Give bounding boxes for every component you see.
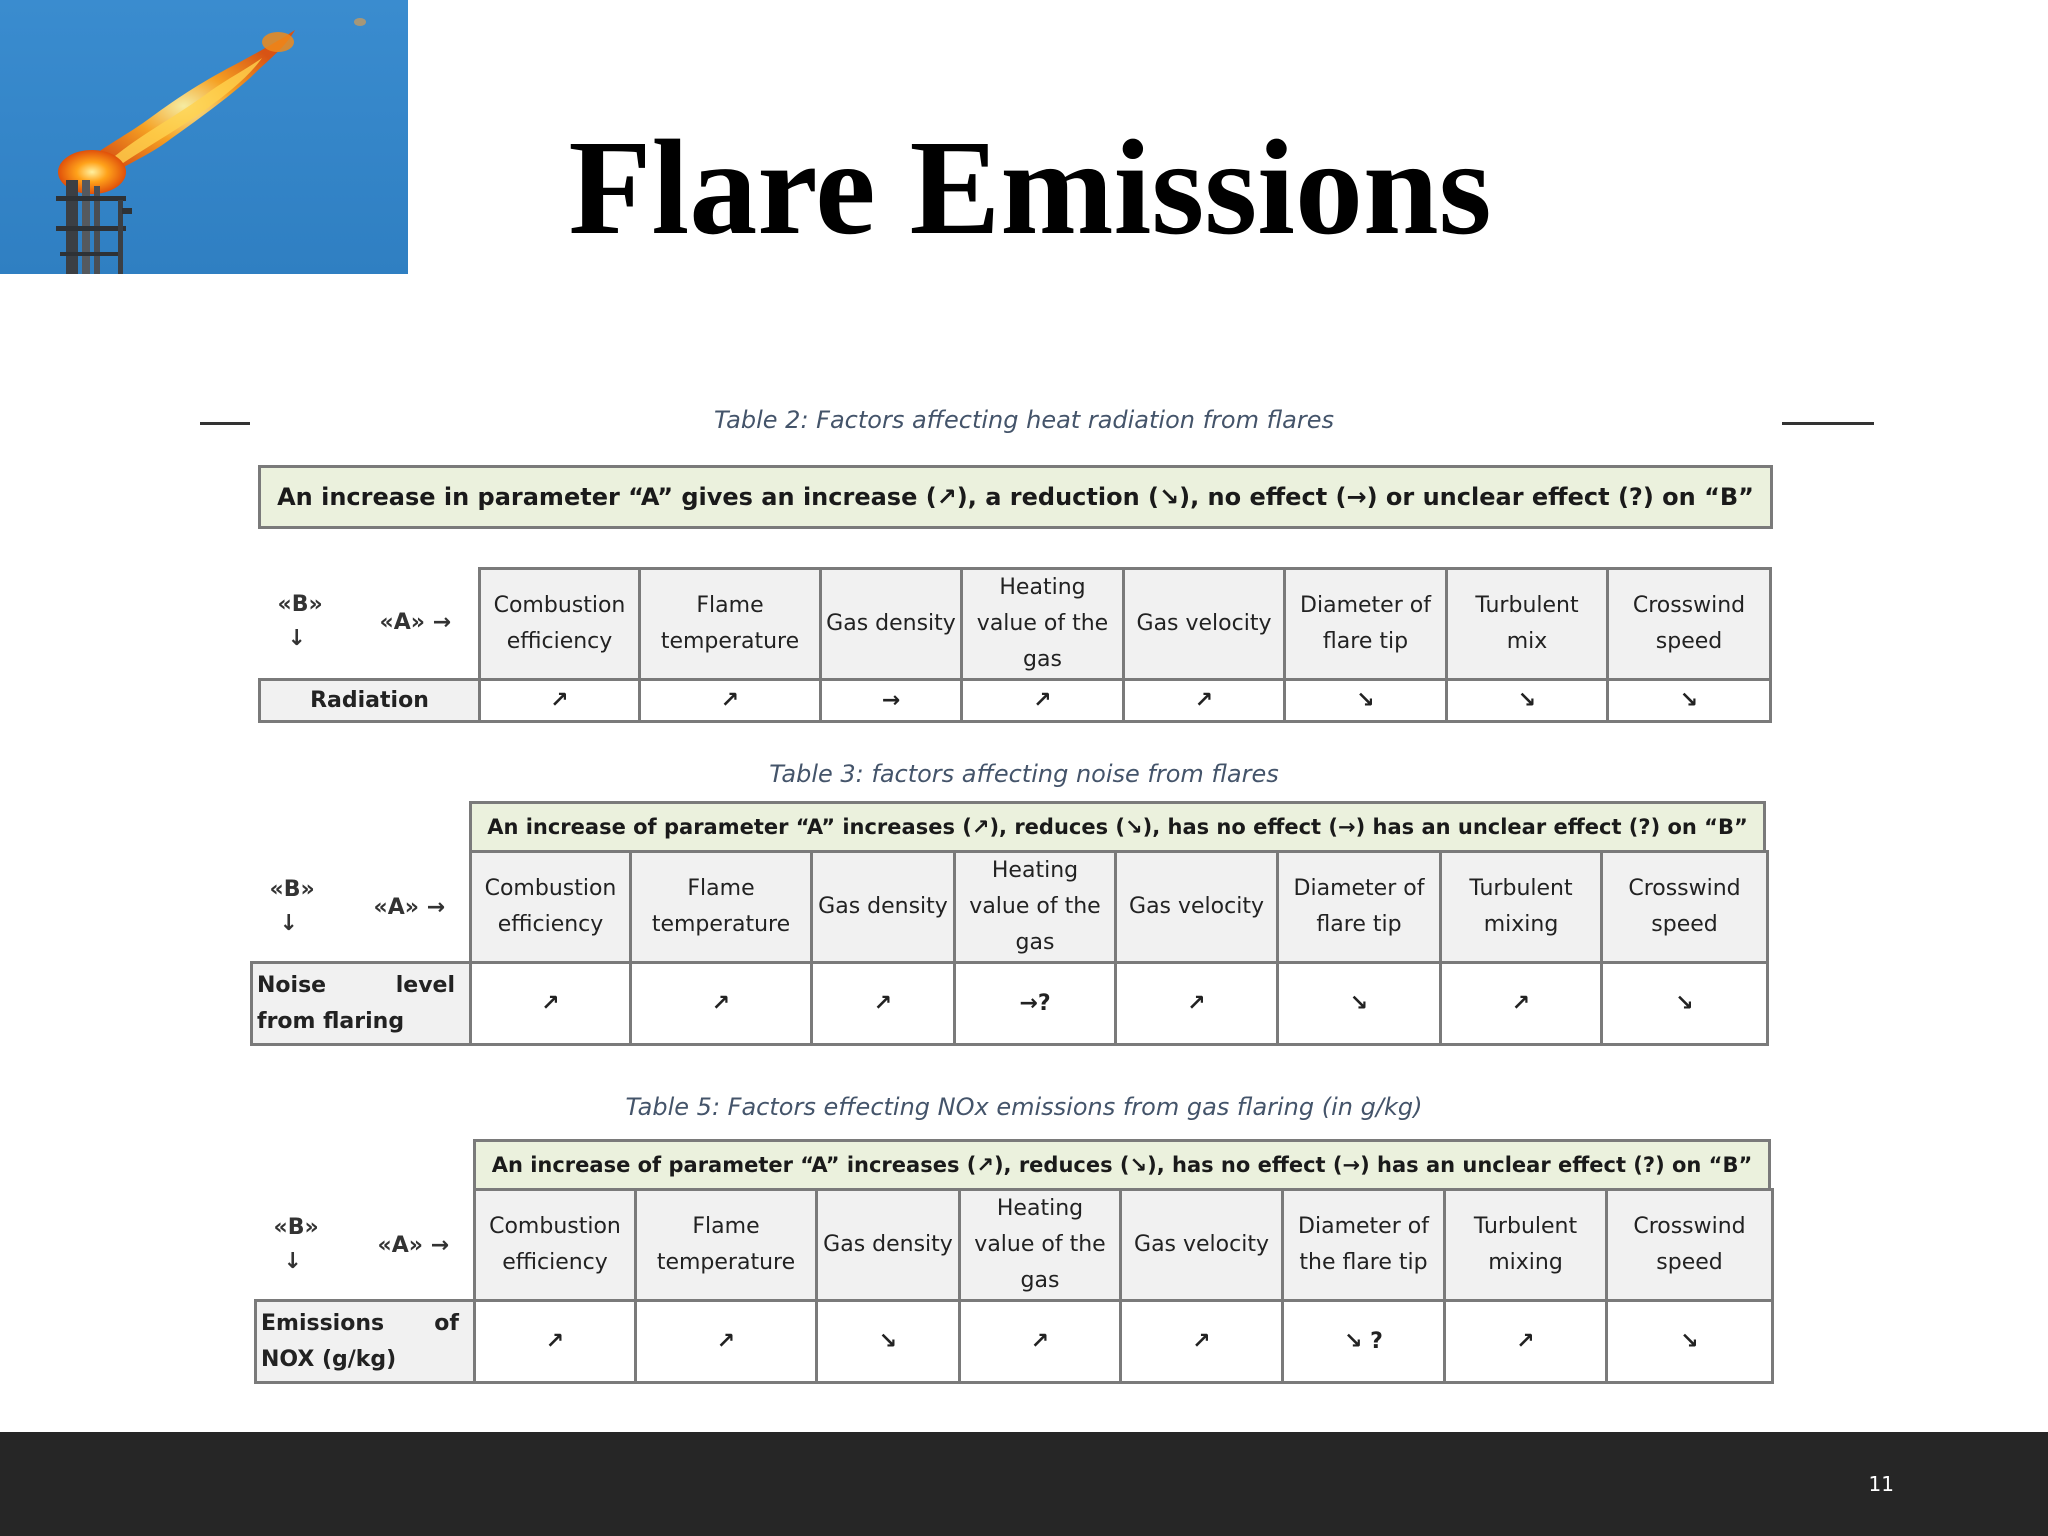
table3-header-cell: Combustion efficiency xyxy=(471,852,631,963)
table3-effect-cell: ↗ xyxy=(1116,963,1278,1045)
table3-effect-cell: ↗ xyxy=(812,963,955,1045)
table5-header-cell: Diameter of the flare tip xyxy=(1283,1190,1445,1301)
down-arrow-icon: ↓ xyxy=(279,910,298,936)
table3-row-label: Noise level from flaring xyxy=(252,963,471,1045)
table2-header-cell: Gas density xyxy=(821,569,962,680)
table2-header-cell: Flame temperature xyxy=(640,569,821,680)
a-label: «A» → xyxy=(377,1232,450,1258)
b-label: «B» xyxy=(273,1214,319,1240)
table5-effect-cell: ↘ ? xyxy=(1283,1301,1445,1383)
table3-header-cell: Diameter of flare tip xyxy=(1278,852,1441,963)
table2-row-label: Radiation xyxy=(260,680,480,722)
table2-header-cell: Diameter of flare tip xyxy=(1285,569,1447,680)
table3-header-cell: Flame temperature xyxy=(631,852,812,963)
table3-legend-banner: An increase of parameter “A” increases (↗), reduces (↘), has no effect (→) has an unclear effect (?) on “B” xyxy=(469,801,1766,853)
table5-effect-cell: ↗ xyxy=(636,1301,817,1383)
slide-title: Flare Emissions xyxy=(568,113,1492,263)
page-number: 11 xyxy=(1868,1472,1894,1496)
table3-effect-cell: ↘ xyxy=(1602,963,1768,1045)
table5-row-label: Emissions of NOX (g/kg) xyxy=(256,1301,475,1383)
table2-legend-banner: An increase in parameter “A” gives an increase (↗), a reduction (↘), no effect (→) or unclear effect (?) on “B” xyxy=(258,465,1773,529)
table3-effect-cell: →? xyxy=(955,963,1116,1045)
table5-header-cell: Combustion efficiency xyxy=(475,1190,636,1301)
table2-corner xyxy=(260,569,480,680)
table2-effect-cell: ↗ xyxy=(962,680,1124,722)
table2-effect-cell: ↗ xyxy=(480,680,640,722)
table2-effect-cell: ↗ xyxy=(640,680,821,722)
table3-effect-cell: ↘ xyxy=(1278,963,1441,1045)
table2-header-cell: Heating value of the gas xyxy=(962,569,1124,680)
table2-effect-cell: ↗ xyxy=(1124,680,1285,722)
table5-header-cell: Heating value of the gas xyxy=(960,1190,1121,1301)
table3-header-cell: Gas velocity xyxy=(1116,852,1278,963)
down-arrow-icon: ↓ xyxy=(287,625,306,651)
table2-effect-cell: ↘ xyxy=(1608,680,1771,722)
table2-factors-radiation xyxy=(258,567,1772,723)
a-label: «A» → xyxy=(373,894,446,920)
b-label: «B» xyxy=(269,876,315,902)
table3-factors-noise xyxy=(250,850,1769,1046)
table2-header-cell: Turbulent mix xyxy=(1447,569,1608,680)
b-label: «B» xyxy=(277,591,323,617)
table2-header-cell: Combustion efficiency xyxy=(480,569,640,680)
table3-effect-cell: ↗ xyxy=(1441,963,1602,1045)
table5-header-cell: Flame temperature xyxy=(636,1190,817,1301)
table5-effect-cell: ↗ xyxy=(1121,1301,1283,1383)
table3-header-cell: Turbulent mixing xyxy=(1441,852,1602,963)
table3-corner xyxy=(252,852,471,963)
table3-effect-cell: ↗ xyxy=(631,963,812,1045)
table2-header-cell: Gas velocity xyxy=(1124,569,1285,680)
table5-header-cell: Gas density xyxy=(817,1190,960,1301)
table2-effect-cell: → xyxy=(821,680,962,722)
table5-effect-cell: ↗ xyxy=(1445,1301,1607,1383)
table3-header-cell: Gas density xyxy=(812,852,955,963)
footer-bar xyxy=(0,1432,2048,1536)
table5-caption: Table 5: Factors effecting NOx emissions from gas flaring (in g/kg) xyxy=(625,1093,1423,1121)
table2-header-cell: Crosswind speed xyxy=(1608,569,1771,680)
a-label: «A» → xyxy=(379,609,452,635)
table5-corner xyxy=(256,1190,475,1301)
down-arrow-icon: ↓ xyxy=(283,1248,302,1274)
table3-caption: Table 3: factors affecting noise from flares xyxy=(769,760,1279,788)
table5-legend-banner: An increase of parameter “A” increases (↗), reduces (↘), has no effect (→) has an unclear effect (?) on “B” xyxy=(473,1139,1771,1191)
table5-header-cell: Turbulent mixing xyxy=(1445,1190,1607,1301)
table2-effect-cell: ↘ xyxy=(1447,680,1608,722)
table3-header-cell: Crosswind speed xyxy=(1602,852,1768,963)
table5-effect-cell: ↘ xyxy=(1607,1301,1773,1383)
table5-effect-cell: ↗ xyxy=(960,1301,1121,1383)
table5-effect-cell: ↗ xyxy=(475,1301,636,1383)
table5-effect-cell: ↘ xyxy=(817,1301,960,1383)
table5-header-cell: Gas velocity xyxy=(1121,1190,1283,1301)
table2-effect-cell: ↘ xyxy=(1285,680,1447,722)
table5-header-cell: Crosswind speed xyxy=(1607,1190,1773,1301)
table2-caption: Table 2: Factors affecting heat radiation from flares xyxy=(714,406,1334,434)
table3-effect-cell: ↗ xyxy=(471,963,631,1045)
table3-header-cell: Heating value of the gas xyxy=(955,852,1116,963)
table5-factors-nox xyxy=(254,1188,1774,1384)
